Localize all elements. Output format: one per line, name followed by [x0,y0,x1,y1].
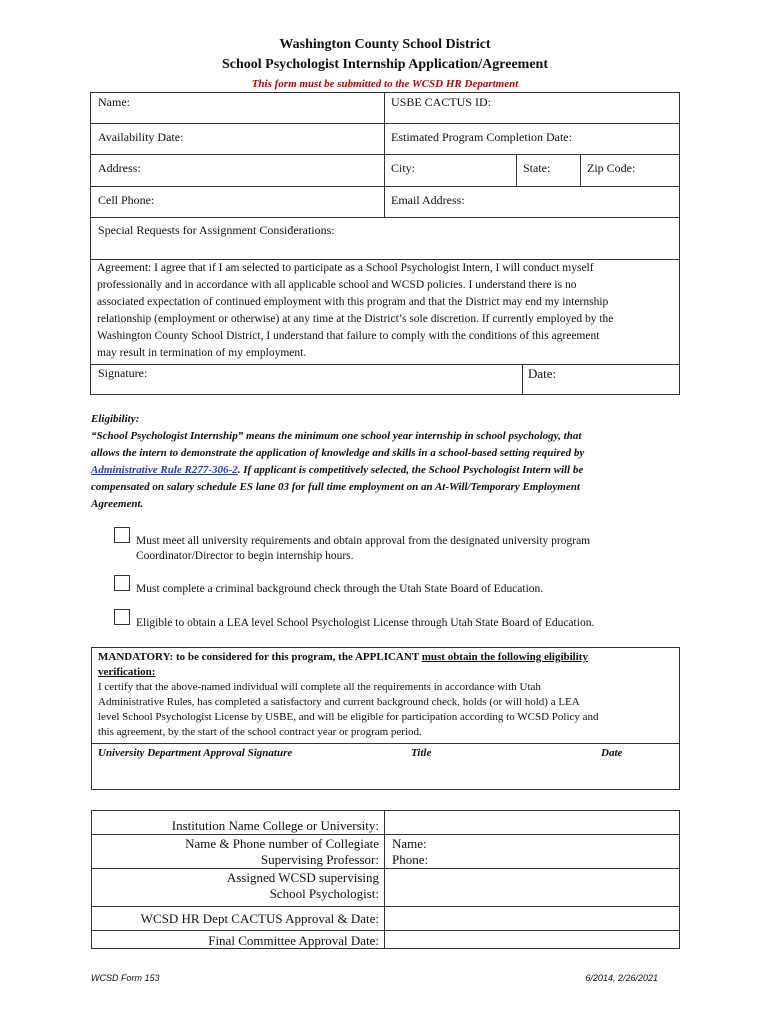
professor-label: Name & Phone number of Collegiate Supervising Professor: [185,836,379,867]
cactus-id-field[interactable]: USBE CACTUS ID: [391,95,492,109]
requirement-checkbox[interactable] [114,575,130,591]
eligibility-line: “School Psychologist Internship” means the minimum one school year internship in school psychology, that [91,430,582,442]
requirement-text: Must meet all university requirements and obtain approval from the designated university program Coordinator/Director to begin internship hours. [136,535,591,562]
requirement-checkbox[interactable] [114,609,130,625]
hr-cactus-approval-label: WCSD HR Dept CACTUS Approval & Date: [140,911,379,926]
institution-name-label: Institution Name College or University: [171,818,379,833]
signature-field[interactable]: Signature: [98,366,148,380]
university-date-field[interactable]: Date [601,747,623,759]
district-title: Washington County School District [279,37,491,52]
form-title: School Psychologist Internship Application/Agreement [221,57,549,72]
revision-dates: 6/2014, 2/26/2021 [585,973,658,983]
eligibility-line [91,462,583,479]
agreement-text: Agreement: I agree that if I am selected to participate as a School Psychologist Intern, I will conduct myself professionally and in accordance with all applicable school and WCSD policies. I understand there is no associated expectation of continued employment with this program and that the District may end my internship relationship (employment or otherwise) at any time at the District’s sole discretion. If currently employed by the Washington County School District, I understand that failure to comply with the conditions of this agreement may result in termination of my employment. [97,262,614,359]
city-field[interactable]: City: [391,161,416,175]
submit-note: This form must be submitted to the WCSD HR Department [251,78,519,90]
cell-phone-field[interactable]: Cell Phone: [98,193,155,207]
special-requests-field[interactable]: Special Requests for Assignment Considerations: [98,223,335,237]
eligibility-line: compensated on salary schedule ES lane 03 for full time employment on an At-Will/Temporary Employment [91,481,580,493]
committee-approval-label: Final Committee Approval Date: [208,933,379,948]
professor-name-field[interactable]: Name: [392,836,427,851]
requirement-checkbox[interactable] [114,527,130,543]
eligibility-line: allows the intern to demonstrate the application of knowledge and skills in a school-based setting required by [91,447,585,459]
email-field[interactable]: Email Address: [391,193,465,207]
title-field[interactable]: Title [411,747,432,759]
name-field[interactable]: Name: [98,95,130,109]
form-number: WCSD Form 153 [91,973,160,983]
school-psychologist-label: Assigned WCSD supervising School Psychologist: [226,870,379,901]
date-field[interactable]: Date: [528,366,557,381]
address-field[interactable]: Address: [98,161,141,175]
eligibility-text: . If applicant is competitively selected, the School Psychologist Intern will be [237,464,584,476]
requirement-text: Eligible to obtain a LEA level School Psychologist License through Utah State Board of Education. [136,617,595,629]
certification-text: I certify that the above-named individual will complete all the requirements in accordance with Utah Administrative Rules, has completed a satisfactory and current background check, holds (or will hold) a LEA level School Psychologist License by USBE, and will be eligible for participation according to WCSD Policy and this agreement, by the start of the school contract year or program period. [98,681,599,738]
completion-date-field[interactable]: Estimated Program Completion Date: [391,130,572,144]
availability-date-field[interactable]: Availability Date: [98,130,184,144]
professor-phone-field[interactable]: Phone: [392,852,429,867]
mandatory-heading-cont: verification: [98,666,156,678]
eligibility-heading: Eligibility: [91,413,140,425]
administrative-rule-link[interactable]: Administrative Rule R277-306-2 [91,464,238,476]
state-field[interactable]: State: [523,161,551,175]
university-signature-field[interactable]: University Department Approval Signature [98,747,293,759]
zip-code-field[interactable]: Zip Code: [587,161,636,175]
mandatory-heading: MANDATORY: to be considered for this program, the APPLICANT must obtain the following eligibility [98,651,588,663]
eligibility-line: Agreement. [91,498,144,510]
requirement-text: Must complete a criminal background check through the Utah State Board of Education. [136,583,544,595]
